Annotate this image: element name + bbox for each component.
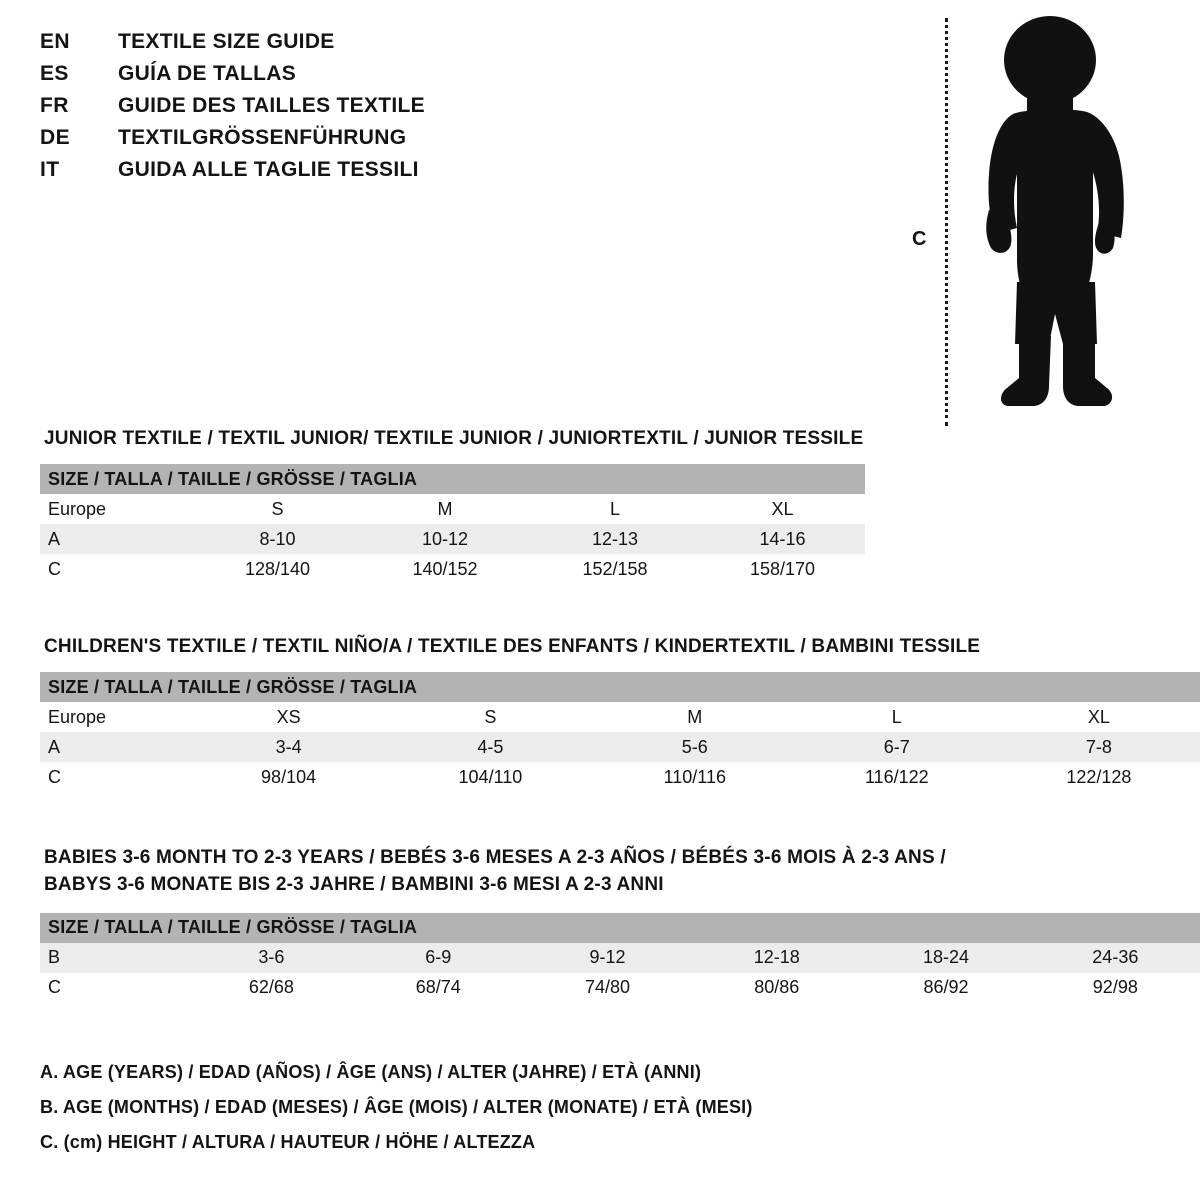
cell: 7-8 bbox=[1085, 736, 1112, 757]
cell: 116/122 bbox=[864, 766, 929, 787]
cell: 8-10 bbox=[259, 528, 296, 549]
toddler-silhouette-icon bbox=[955, 14, 1155, 426]
cell: L bbox=[891, 706, 902, 727]
row-label: A bbox=[48, 736, 61, 757]
language-row-fr bbox=[40, 94, 600, 126]
cell: 128/140 bbox=[244, 558, 311, 579]
band-label-babies: SIZE / TALLA / TAILLE / GRÖSSE / TAGLIA bbox=[40, 913, 1200, 943]
legend-line-c: C. (cm) HEIGHT / ALTURA / HAUTEUR / HÖHE / ALTEZZA bbox=[40, 1132, 536, 1152]
table-row bbox=[40, 702, 1200, 732]
cell: 24-36 bbox=[1092, 947, 1139, 968]
height-measure-figure bbox=[900, 10, 1160, 430]
language-row-es bbox=[40, 62, 600, 94]
cell: L bbox=[609, 498, 620, 519]
cell: 3-6 bbox=[258, 947, 285, 968]
table-row-band bbox=[40, 672, 1200, 702]
cell: 152/158 bbox=[582, 558, 648, 579]
table-row bbox=[40, 943, 1200, 973]
language-text-de: TEXTILGRÖSSENFÜHRUNG bbox=[118, 126, 407, 149]
row-label: Europe bbox=[48, 498, 107, 519]
table-row bbox=[40, 554, 865, 584]
measure-label-c: C bbox=[912, 228, 927, 250]
cell: 74/80 bbox=[584, 977, 630, 998]
table-row-band bbox=[40, 913, 1200, 943]
table-row bbox=[40, 732, 1200, 762]
cell: 18-24 bbox=[922, 947, 970, 968]
section-title-babies-line2: BABYS 3-6 MONATE BIS 2-3 JAHRE / BAMBINI 3-6 MESI A 2-3 ANNI bbox=[44, 873, 664, 895]
cell: 4-5 bbox=[477, 736, 504, 757]
cell: 80/86 bbox=[754, 977, 800, 998]
language-text-fr: GUIDE DES TAILLES TEXTILE bbox=[118, 94, 425, 117]
language-code-en: EN bbox=[40, 30, 70, 53]
cell: XL bbox=[1087, 706, 1110, 727]
cell: 98/104 bbox=[261, 766, 317, 787]
row-label: Europe bbox=[48, 706, 107, 727]
row-label: C bbox=[48, 977, 61, 998]
cell: XL bbox=[771, 498, 794, 519]
cell: S bbox=[484, 706, 497, 727]
section-title-babies bbox=[44, 845, 1200, 899]
table-junior bbox=[40, 464, 865, 584]
table-babies bbox=[40, 913, 1200, 1003]
measure-dashed-line bbox=[945, 18, 948, 426]
cell: 140/152 bbox=[412, 558, 478, 579]
cell: 9-12 bbox=[589, 947, 626, 968]
cell: 14-16 bbox=[759, 528, 806, 549]
band-label-junior: SIZE / TALLA / TAILLE / GRÖSSE / TAGLIA bbox=[40, 464, 865, 494]
row-label: C bbox=[48, 766, 61, 787]
section-babies-textile bbox=[40, 845, 1200, 1003]
language-code-es: ES bbox=[40, 62, 69, 85]
cell: 68/74 bbox=[415, 977, 461, 998]
section-junior-textile bbox=[40, 428, 865, 584]
cell: S bbox=[271, 498, 284, 519]
language-row-en bbox=[40, 30, 600, 62]
section-title-children: CHILDREN'S TEXTILE / TEXTIL NIÑO/A / TEXTILE DES ENFANTS / KINDERTEXTIL / BAMBINI TESSILE bbox=[44, 636, 981, 657]
cell: 92/98 bbox=[1092, 977, 1138, 998]
language-row-it bbox=[40, 158, 600, 190]
cell: XS bbox=[276, 706, 301, 727]
language-row-de bbox=[40, 126, 600, 158]
language-text-it: GUIDA ALLE TAGLIE TESSILI bbox=[118, 158, 419, 181]
row-label: B bbox=[48, 947, 61, 968]
table-row bbox=[40, 524, 865, 554]
cell: 110/116 bbox=[663, 766, 726, 787]
language-code-fr: FR bbox=[40, 94, 69, 117]
language-code-it: IT bbox=[40, 158, 60, 181]
language-code-de: DE bbox=[40, 126, 70, 149]
cell: 5-6 bbox=[681, 736, 708, 757]
cell: 122/128 bbox=[1066, 766, 1132, 787]
cell: 3-4 bbox=[275, 736, 302, 757]
cell: 86/92 bbox=[923, 977, 969, 998]
legend-line-a: A. AGE (YEARS) / EDAD (AÑOS) / ÂGE (ANS) / ALTER (JAHRE) / ETÀ (ANNI) bbox=[40, 1062, 702, 1082]
cell: 6-7 bbox=[883, 736, 910, 757]
cell: M bbox=[437, 498, 453, 519]
cell: 6-9 bbox=[425, 947, 452, 968]
section-title-junior: JUNIOR TEXTILE / TEXTIL JUNIOR/ TEXTILE JUNIOR / JUNIORTEXTIL / JUNIOR TESSILE bbox=[44, 428, 864, 449]
cell: M bbox=[687, 706, 703, 727]
language-title-list bbox=[40, 30, 600, 190]
table-row bbox=[40, 973, 1200, 1003]
row-label: C bbox=[48, 558, 61, 579]
section-children-textile bbox=[40, 636, 1200, 792]
section-title-babies-line1: BABIES 3-6 MONTH TO 2-3 YEARS / BEBÉS 3-6 MESES A 2-3 AÑOS / BÉBÉS 3-6 MOIS À 2-3 ANS / bbox=[44, 847, 946, 868]
cell: 12-18 bbox=[753, 947, 800, 968]
cell: 104/110 bbox=[458, 766, 523, 787]
cell: 12-13 bbox=[591, 528, 639, 549]
language-text-es: GUÍA DE TALLAS bbox=[118, 62, 297, 85]
table-row bbox=[40, 494, 865, 524]
table-row-band bbox=[40, 464, 865, 494]
legend-block bbox=[40, 1062, 753, 1167]
language-text-en: TEXTILE SIZE GUIDE bbox=[118, 30, 335, 53]
row-label: A bbox=[48, 528, 61, 549]
band-label-children: SIZE / TALLA / TAILLE / GRÖSSE / TAGLIA bbox=[40, 672, 1200, 702]
cell: 158/170 bbox=[749, 558, 816, 579]
cell: 10-12 bbox=[421, 528, 469, 549]
table-row bbox=[40, 762, 1200, 792]
cell: 62/68 bbox=[248, 977, 294, 998]
legend-line-b: B. AGE (MONTHS) / EDAD (MESES) / ÂGE (MOIS) / ALTER (MONATE) / ETÀ (MESI) bbox=[40, 1097, 753, 1117]
table-children bbox=[40, 672, 1200, 792]
